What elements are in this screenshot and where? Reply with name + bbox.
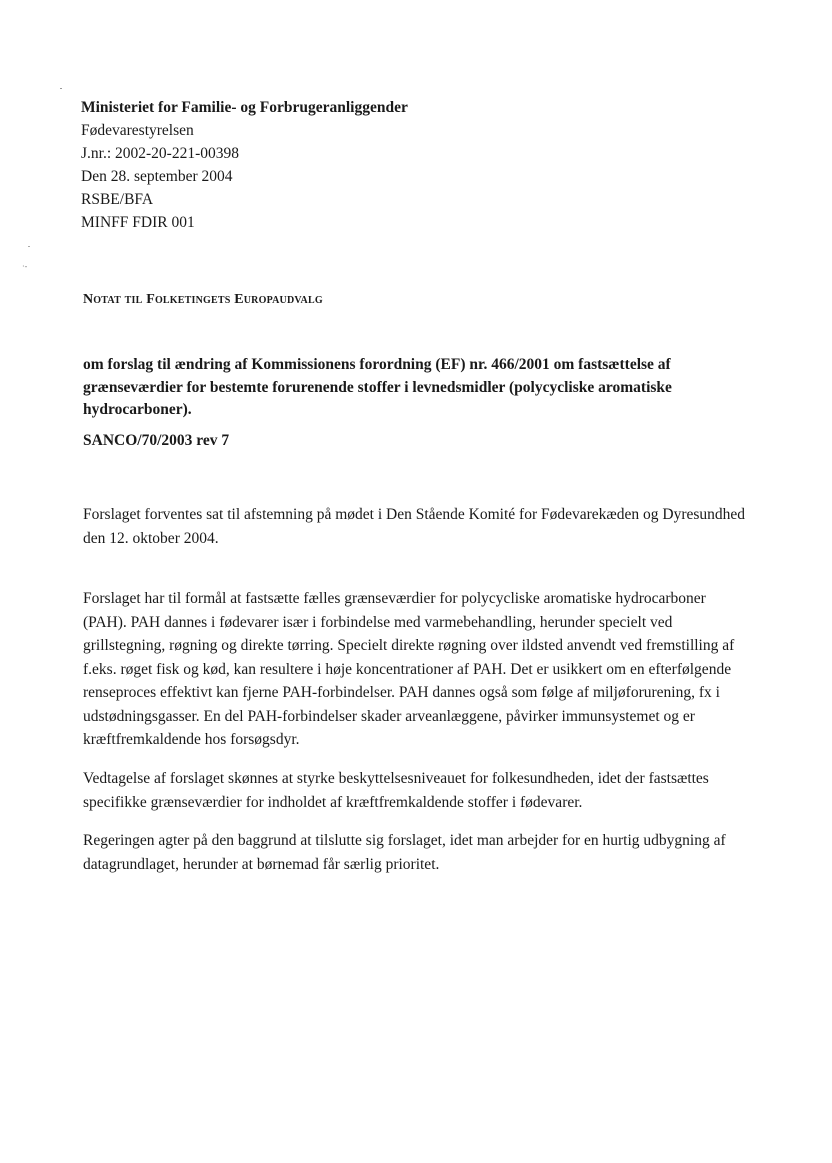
document-date: Den 28. september 2004 xyxy=(81,168,233,185)
journal-number: J.nr.: 2002-20-221-00398 xyxy=(81,145,240,162)
sanco-reference: SANCO/70/2003 rev 7 xyxy=(83,432,230,449)
body-paragraph: Forslaget har til formål at fastsætte fælles grænseværdier for polycycliske aromatiske hydrocarboner (PAH). PAH dannes i fødevarer især i forbindelse med varmebehandling, herunder specielt ved grillstegning, røgning og direkte tørring. Specielt direkte røgning over ildsted anvendt ved fremstilling af f.eks. røget fisk og kød, kan resultere i høje koncentrationer af PAH. Det er usikkert om en efterfølgende renseproces effektivt kan fjerne PAH-forbindelser. PAH dannes også som følge af miljøforurening, fx i udstødningsgasser. En del PAH-forbindelser skader arveanlæggene, påvirker immunsystemet og er kræftfremkaldende hos forsøgsdyr. xyxy=(83,590,735,748)
document-reference: MINFF FDIR 001 xyxy=(81,214,195,231)
ministry-name: Ministeriet for Familie- og Forbrugeranliggender xyxy=(81,99,408,116)
letterhead xyxy=(81,96,408,234)
agency-name: Fødevarestyrelsen xyxy=(81,122,194,139)
author-initials: RSBE/BFA xyxy=(81,191,154,208)
body-paragraph: Vedtagelse af forslaget skønnes at styrke beskyttelsesniveauet for folkesundheden, idet der fastsættes specifikke grænseværdier for indholdet af kræftfremkaldende stoffer i fødevarer. xyxy=(83,770,709,811)
scan-speck: ·- xyxy=(22,262,28,271)
body-paragraph: Regeringen agter på den baggrund at tilslutte sig forslaget, idet man arbejder for en hurtig udbygning af datagrundlaget, herunder at børnemad får særlig prioritet. xyxy=(83,832,726,873)
body-paragraph: Forslaget forventes sat til afstemning på mødet i Den Stående Komité for Fødevarekæden og Dyresundhed den 12. oktober 2004. xyxy=(83,506,746,547)
document-title: Notat til Folketingets Europaudvalg xyxy=(83,292,323,307)
scan-speck xyxy=(60,88,62,89)
scan-speck xyxy=(28,246,30,247)
document-subject: om forslag til ændring af Kommissionens forordning (EF) nr. 466/2001 om fastsættelse af grænseværdier for bestemte forurenende stoffer i levnedsmidler (polycycliske aromatiske hydrocarboner). xyxy=(83,356,672,418)
